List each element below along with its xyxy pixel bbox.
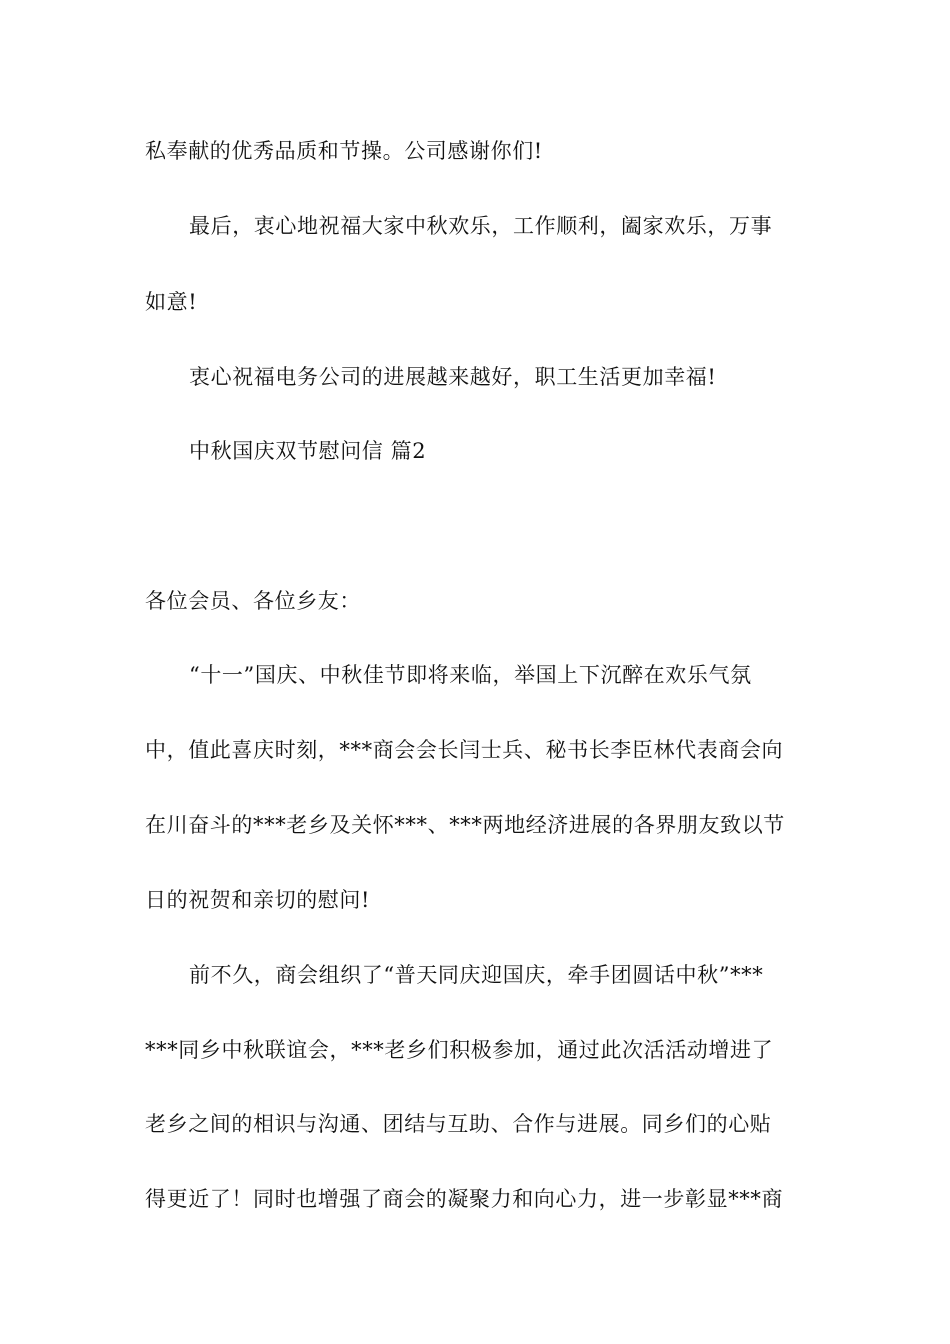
paragraph-line: 最后，衷心地祝福大家中秋欢乐，工作顺利，阖家欢乐，万事 <box>189 214 773 238</box>
paragraph-line: 私奉献的优秀品质和节操。公司感谢你们! <box>145 139 543 163</box>
paragraph-line: ***同乡中秋联谊会，***老乡们积极参加，通过此次活活动增进了 <box>145 1038 774 1062</box>
paragraph-line: 如意! <box>145 290 198 314</box>
paragraph-line: 中，值此喜庆时刻，***商会会长闫士兵、秘书长李臣林代表商会向 <box>145 738 784 762</box>
paragraph-line: 衷心祝福电务公司的进展越来越好，职工生活更加幸福! <box>189 365 717 389</box>
paragraph-line: 老乡之间的相识与沟通、团结与互助、合作与进展。同乡们的心贴 <box>145 1112 772 1136</box>
paragraph-line: “十一”国庆、中秋佳节即将来临，举国上下沉醉在欢乐气氛 <box>189 663 752 687</box>
paragraph-line: 得更近了！同时也增强了商会的凝聚力和向心力，进一步彰显***商 <box>145 1187 784 1211</box>
salutation: 各位会员、各位乡友： <box>145 589 361 613</box>
section-heading: 中秋国庆双节慰问信 篇2 <box>189 439 427 463</box>
paragraph-line: 日的祝贺和亲切的慰问! <box>145 888 371 912</box>
paragraph-line: 在川奋斗的***老乡及关怀***、***两地经济进展的各界朋友致以节 <box>145 813 785 837</box>
paragraph-line: 前不久，商会组织了“普天同庆迎国庆，牵手团圆话中秋”*** <box>189 963 764 987</box>
